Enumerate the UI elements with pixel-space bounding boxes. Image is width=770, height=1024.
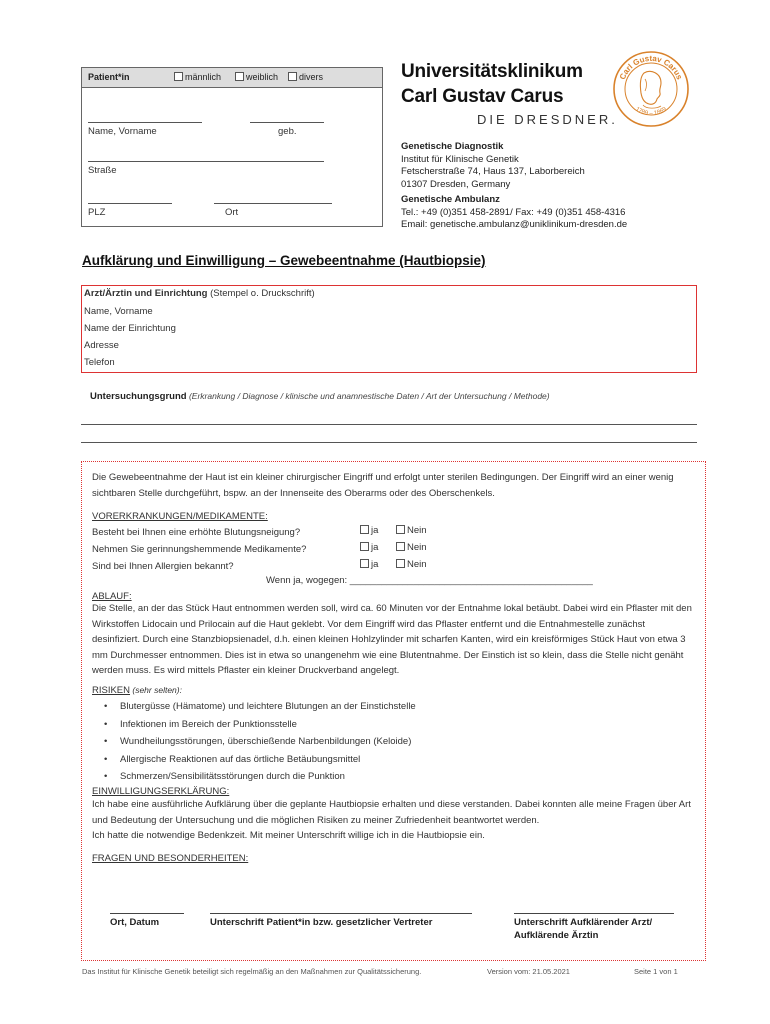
birth-line[interactable] <box>250 122 324 123</box>
procedure-heading: ABLAUF: <box>92 591 132 602</box>
genetic-clinic-email[interactable]: Email: genetische.ambulanz@uniklinikum-dresden.de <box>401 219 628 230</box>
doctor-field-institution: Name der Einrichtung <box>84 323 176 334</box>
patient-signature-line[interactable] <box>210 913 472 914</box>
answer-no-3[interactable]: Nein <box>396 559 427 570</box>
risk-item: • Wundheilungsstörungen, überschießende Narbenbildungen (Keloide) <box>92 733 692 751</box>
svg-text:1789 – 1869: 1789 – 1869 <box>634 106 668 117</box>
genetic-clinic-phone: Tel.: +49 (0)351 458-2891/ Fax: +49 (0)351 458-4316 <box>401 206 626 218</box>
gender-female-label: weiblich <box>246 72 279 82</box>
consent-heading: EINWILLIGUNGSERKLÄRUNG: <box>92 786 230 797</box>
svg-text:Carl Gustav Carus: Carl Gustav Carus <box>617 53 685 81</box>
zip-label: PLZ <box>88 207 106 218</box>
genetic-diagnostics-line: Institut für Klinische Genetik <box>401 153 519 165</box>
question-bleeding: Besteht bei Ihnen eine erhöhte Blutungsneigung? <box>92 527 301 538</box>
city-label: Ort <box>225 207 239 218</box>
patient-box <box>81 67 383 227</box>
checkbox-diverse[interactable] <box>288 72 297 81</box>
street-line[interactable] <box>88 161 324 162</box>
genetic-clinic-title: Genetische Ambulanz <box>401 194 500 205</box>
genetic-diagnostics-title: Genetische Diagnostik <box>401 141 504 152</box>
risk-item: • Schmerzen/Sensibilitätsstörungen durch die Punktion <box>92 768 692 786</box>
patient-header <box>82 68 382 88</box>
doctor-box-heading: Arzt/Ärztin und Einrichtung (Stempel o. Druckschrift) <box>84 288 315 299</box>
doctor-signature-label: Unterschrift Aufklärender Arzt/ Aufklärende Ärztin <box>514 917 653 941</box>
answer-no-2[interactable]: Nein <box>396 542 427 553</box>
genetic-diagnostics-block <box>401 141 585 191</box>
information-box <box>81 461 706 961</box>
allergy-details-field[interactable]: Wenn ja, wogegen: ______________________________________________ <box>266 575 593 586</box>
gender-male[interactable] <box>174 68 221 87</box>
place-date-label: Ort, Datum <box>110 917 160 928</box>
logo-line1: Universitätsklinikum <box>401 61 583 82</box>
questions-heading: FRAGEN UND BESONDERHEITEN: <box>92 853 249 864</box>
footer-page: Seite 1 von 1 <box>634 967 678 976</box>
reason-label: Untersuchungsgrund (Erkrankung / Diagnose / klinische und anamnestische Daten / Art der Untersuchung / Methode) <box>90 391 550 402</box>
reason-line-1[interactable] <box>81 424 697 425</box>
doctor-field-address: Adresse <box>84 340 119 351</box>
risks-list <box>92 698 692 786</box>
university-seal-icon <box>611 49 691 129</box>
doctor-signature-line[interactable] <box>514 913 674 914</box>
genetic-clinic-block <box>401 194 627 232</box>
doctor-field-name: Name, Vorname <box>84 306 153 317</box>
answer-yes-2[interactable]: ja <box>360 542 378 553</box>
question-allergies: Sind bei Ihnen Allergien bekannt? <box>92 561 234 572</box>
patient-signature-label: Unterschrift Patient*in bzw. gesetzlicher Vertreter <box>210 917 433 928</box>
reason-line-2[interactable] <box>81 442 697 443</box>
risks-heading: RISIKEN (sehr selten): <box>92 685 182 696</box>
logo-line2: Carl Gustav Carus <box>401 86 564 107</box>
procedure-text: Die Stelle, an der das Stück Haut entnommen werden soll, wird ca. 60 Minuten vor der Entnahme lokal betäubt. Dabei wird ein Pflaster mit den Wirkstoffen Lidocain und Prilocain auf die Haut geklebt. Vor dem Eingriff wird das Pflaster entfernt und die Entnahmestelle zunächst desinfiziert. Durch eine Stanzbiopsienadel, d.h. einen kleinen Hohlzylinder mit scharfen Kanten, wird ein kreisförmiges Stück Haut von etwa 3 mm Durchmesser entnommen. Dies ist in etwa so unangenehm wie eine Blutentnahme. Der Einstich ist so klein, dass die Stelle nicht genäht werden muss. Es wird mittels Pflaster ein kleiner Druckverband angelegt. <box>92 603 692 676</box>
name-label: Name, Vorname <box>88 126 157 137</box>
doctor-field-phone: Telefon <box>84 357 115 368</box>
gender-diverse[interactable] <box>288 68 323 87</box>
pre-conditions-heading: VORERKRANKUNGEN/MEDIKAMENTE: <box>92 511 268 522</box>
document-title: Aufklärung und Einwilligung – Gewebeentnahme (Hautbiopsie) <box>82 253 486 268</box>
patient-label: Patient*in <box>88 72 130 82</box>
footer-version: Version vom: 21.05.2021 <box>487 967 570 976</box>
consent-text: Ich habe eine ausführliche Aufklärung über die geplante Hautbiopsie erhalten und diese verstanden. Dabei konnten alle meine Fragen über Art und Bedeutung der Untersuchung und die möglichen Risiken zu meiner Zufriedenheit beantwortet werden. <box>92 799 691 826</box>
risk-item: • Allergische Reaktionen auf das örtliche Betäubungsmittel <box>92 751 692 769</box>
gender-female[interactable] <box>235 68 278 87</box>
zip-line[interactable] <box>88 203 172 204</box>
gender-male-label: männlich <box>185 72 222 82</box>
answer-yes-3[interactable]: ja <box>360 559 378 570</box>
gender-diverse-label: divers <box>299 72 324 82</box>
city-line[interactable] <box>214 203 332 204</box>
doctor-stamp-box[interactable] <box>81 285 697 373</box>
intro-text: Die Gewebeentnahme der Haut ist ein kleiner chirurgischer Eingriff und erfolgt unter sterilen Bedingungen. Der Eingriff wird an einer wenig sichtbaren Stelle durchgeführt, bspw. an der Innenseite des Oberarms oder des Oberschenkels. <box>92 472 674 499</box>
genetic-diagnostics-line: Fetscherstraße 74, Haus 137, Laborbereich <box>401 166 585 177</box>
street-label: Straße <box>88 165 117 176</box>
answer-yes-1[interactable]: ja <box>360 525 378 536</box>
risk-item: • Infektionen im Bereich der Punktionsstelle <box>92 716 692 734</box>
genetic-diagnostics-line: 01307 Dresden, Germany <box>401 178 511 190</box>
birth-label: geb. <box>278 126 297 137</box>
risk-item: • Blutergüsse (Hämatome) und leichtere Blutungen an der Einstichstelle <box>92 698 692 716</box>
logo-line3: DIE DRESDNER. <box>477 112 618 127</box>
checkbox-female[interactable] <box>235 72 244 81</box>
answer-no-1[interactable]: Nein <box>396 525 427 536</box>
place-date-line[interactable] <box>110 913 184 914</box>
question-anticoagulants: Nehmen Sie gerinnungshemmende Medikamente? <box>92 544 307 555</box>
consent-text-2: Ich hatte die notwendige Bedenkzeit. Mit meiner Unterschrift willige ich in die Hautbiopsie ein. <box>92 830 485 841</box>
footer-quality-note: Das Institut für Klinische Genetik beteiligt sich regelmäßig an den Maßnahmen zur Qualitätssicherung. <box>82 967 422 976</box>
name-line[interactable] <box>88 122 202 123</box>
checkbox-male[interactable] <box>174 72 183 81</box>
